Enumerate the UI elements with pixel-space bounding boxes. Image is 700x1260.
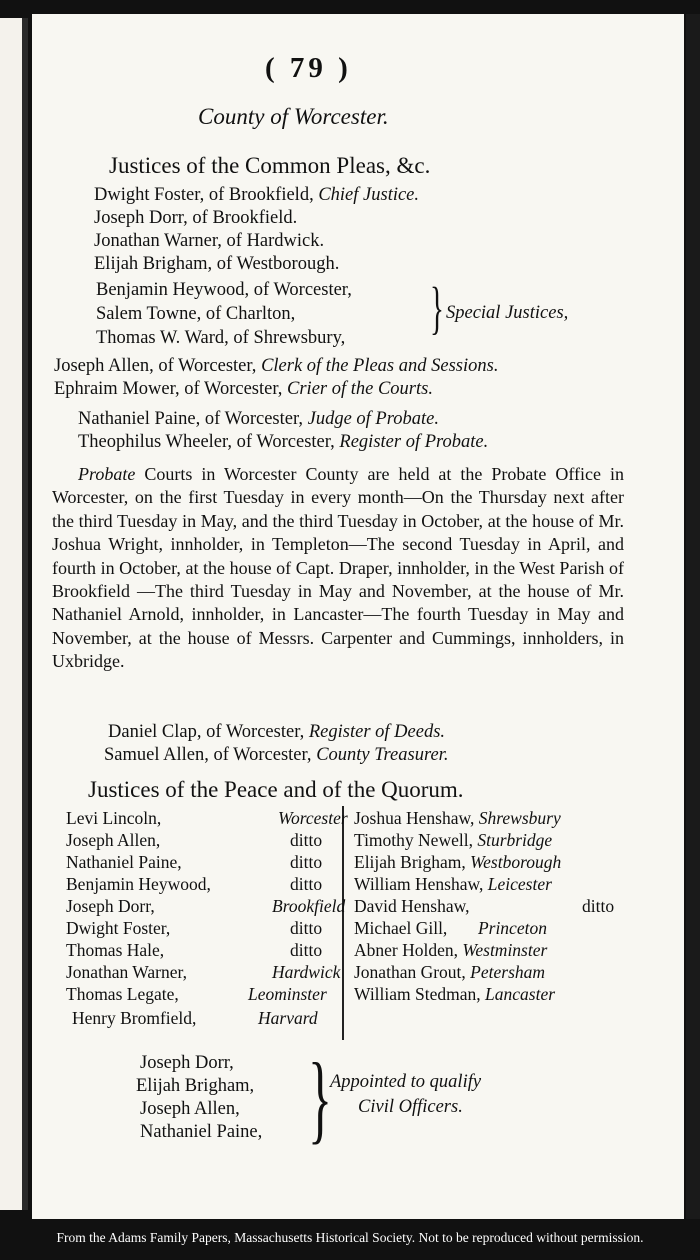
quorum-right-place: Westborough	[470, 852, 562, 872]
officer-name: Theophilus Wheeler, of Worcester,	[78, 432, 335, 452]
quorum-heading: Justices of the Peace and of the Quorum.	[88, 777, 464, 802]
quorum-left-name: Joseph Allen,	[66, 830, 161, 850]
quorum-left-name: Thomas Hale,	[66, 940, 165, 960]
deeds-line	[104, 746, 448, 765]
quorum-right-place: Princeton	[477, 918, 547, 938]
column-divider	[342, 806, 344, 1040]
deeds-line	[108, 723, 445, 742]
qualify-name: Joseph Allen,	[140, 1099, 240, 1119]
qualify-name: Joseph Dorr,	[140, 1053, 234, 1073]
special-justices-brace: }	[430, 275, 444, 340]
officer-line	[78, 410, 439, 429]
quorum-left-name: Levi Lincoln,	[66, 808, 162, 828]
judge-role: Chief Justice.	[318, 185, 420, 205]
special-justice-name: Salem Towne, of Charlton,	[96, 304, 296, 324]
qualify-name: Elijah Brigham,	[136, 1076, 255, 1096]
quorum-right-entry	[354, 854, 561, 872]
copyright-footer: From the Adams Family Papers, Massachusetts Historical Society. Not to be reproduced without permission.	[56, 1230, 644, 1245]
quorum-left-name: Benjamin Heywood,	[66, 874, 211, 894]
officer-line	[54, 357, 498, 376]
quorum-left-name: Joseph Dorr,	[66, 896, 155, 916]
document-page	[32, 14, 684, 1219]
probate-text: Courts in Worcester County are held at the Probate Office in Worcester, on the first Tuesday in every month—On the Thursday next after the third Tuesday in May, and the third Tuesday in October, at the house of Mr. Joshua Wright, innholder, in Templeton—The second Tuesday in April, and fourth in October, at the house of Capt. Draper, innholder, in the West Parish of Brookfield —The third Tuesday in May and November, at the house of Mr. Nathaniel Arnold, innholder, in Lancaster—The fourth Tuesday in May and November, at the house of Messrs. Carpenter and Cummings, innholders, in Uxbridge.	[52, 464, 624, 672]
quorum-right-name: Joshua Henshaw,	[354, 808, 475, 828]
judge-line	[94, 255, 339, 274]
quorum-left-place: Hardwick	[272, 962, 341, 982]
quorum-right-name: Abner Holden,	[354, 940, 459, 960]
quorum-right-entry	[354, 810, 561, 828]
quorum-right-place: Westminster	[462, 940, 548, 960]
quorum-left-place: ditto	[290, 940, 323, 960]
quorum-right-name: Jonathan Grout,	[354, 962, 466, 982]
judge-line	[94, 186, 419, 205]
quorum-right-place: Sturbridge	[477, 830, 553, 850]
deeds-role: County Treasurer.	[316, 745, 449, 765]
officer-line	[78, 433, 488, 452]
quorum-right-place: Petersham	[470, 962, 546, 982]
quorum-right-place: Leicester	[487, 874, 552, 894]
quorum-left-name: Jonathan Warner,	[66, 962, 187, 982]
qualify-name: Nathaniel Paine,	[140, 1122, 263, 1142]
quorum-right-entry	[354, 942, 547, 960]
right-page-edge	[686, 14, 700, 1219]
county-title: County of Worcester.	[198, 104, 389, 129]
officer-role: Register of Probate.	[339, 432, 489, 452]
judge-line	[94, 209, 297, 228]
officer-role: Judge of Probate.	[307, 409, 439, 429]
officer-role: Crier of the Courts.	[287, 379, 433, 399]
quorum-left-place: ditto	[290, 852, 323, 872]
quorum-right-name: David Henshaw,	[354, 896, 470, 916]
quorum-right-name: Timothy Newell,	[354, 830, 473, 850]
qualify-brace: }	[308, 1042, 332, 1153]
quorum-left-name: Henry Bromfield,	[72, 1008, 197, 1028]
quorum-right-name: William Henshaw,	[354, 874, 484, 894]
quorum-right-place: Lancaster	[485, 984, 556, 1004]
qualify-label-line1: Appointed to qualify	[330, 1072, 482, 1092]
deeds-name: Samuel Allen, of Worcester,	[104, 745, 312, 765]
page-number: ( 79 )	[265, 52, 352, 84]
special-justice-name: Benjamin Heywood, of Worcester,	[96, 280, 352, 300]
quorum-left-place: Worcester	[278, 808, 348, 828]
quorum-left-place: Leominster	[248, 984, 327, 1004]
officer-line	[54, 380, 433, 399]
officer-name: Nathaniel Paine, of Worcester,	[78, 409, 303, 429]
deeds-name: Daniel Clap, of Worcester,	[108, 722, 305, 742]
quorum-left-place: ditto	[290, 830, 323, 850]
officer-name: Joseph Allen, of Worcester,	[54, 356, 257, 376]
quorum-left-name: Nathaniel Paine,	[66, 852, 182, 872]
probate-lead-word: Probate	[78, 464, 136, 484]
judge-name: Joseph Dorr, of Brookfield.	[94, 208, 298, 228]
quorum-right-name: William Stedman,	[354, 984, 481, 1004]
quorum-right-entry	[354, 986, 555, 1004]
quorum-right-place: ditto	[582, 896, 615, 916]
probate-courts-paragraph	[52, 463, 624, 674]
quorum-right-entry	[354, 964, 545, 982]
judge-name: Elijah Brigham, of Westborough.	[94, 254, 340, 274]
officer-name: Ephraim Mower, of Worcester,	[54, 379, 283, 399]
common-pleas-heading: Justices of the Common Pleas, &c.	[109, 153, 431, 178]
quorum-right-entry	[354, 832, 552, 850]
quorum-left-name: Thomas Legate,	[66, 984, 179, 1004]
special-justices-label: Special Justices,	[446, 303, 569, 323]
judge-name: Jonathan Warner, of Hardwick.	[94, 231, 325, 251]
quorum-left-place: ditto	[290, 918, 323, 938]
quorum-left-place: Brookfield	[272, 896, 346, 916]
quorum-right-entry	[354, 876, 552, 894]
quorum-left-place: Harvard	[258, 1008, 318, 1028]
quorum-right-name: Michael Gill,	[354, 918, 448, 938]
judge-line	[94, 232, 324, 251]
officer-role: Clerk of the Pleas and Sessions.	[261, 356, 499, 376]
qualify-label-line2: Civil Officers.	[358, 1097, 463, 1117]
quorum-right-place: Shrewsbury	[478, 808, 561, 828]
quorum-left-name: Dwight Foster,	[66, 918, 171, 938]
deeds-role: Register of Deeds.	[308, 722, 446, 742]
quorum-right-entry	[354, 920, 547, 938]
quorum-right-name: Elijah Brigham,	[354, 852, 466, 872]
left-page-margin	[0, 18, 28, 1210]
quorum-left-place: ditto	[290, 874, 323, 894]
special-justice-name: Thomas W. Ward, of Shrewsbury,	[96, 328, 346, 348]
judge-name: Dwight Foster, of Brookfield,	[94, 185, 314, 205]
